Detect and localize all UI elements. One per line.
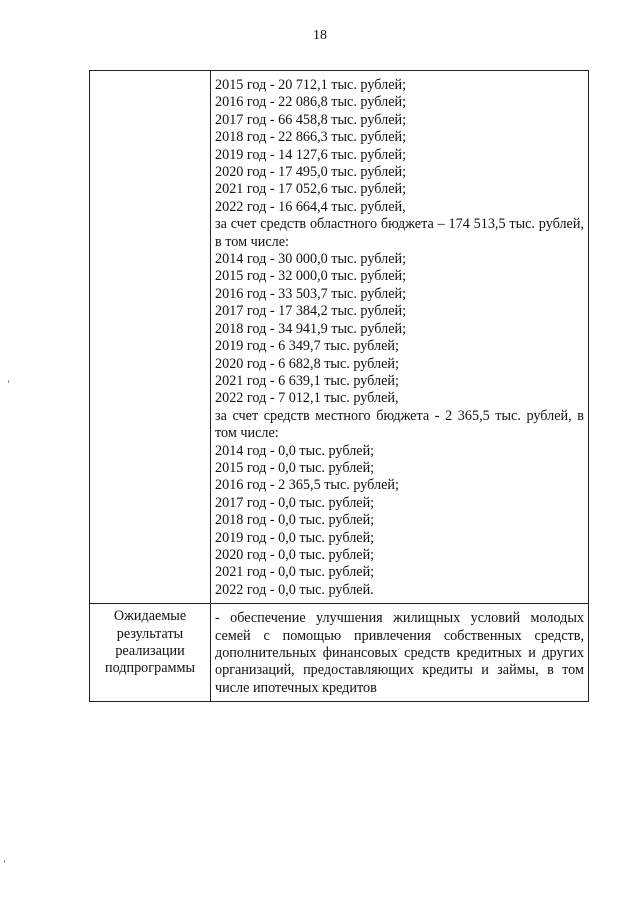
local-year-line: 2020 год - 0,0 тыс. рублей; [215, 546, 375, 563]
local-year-line: 2018 год - 0,0 тыс. рублей; [215, 512, 375, 529]
regional-budget-intro: за счет средств областного бюджета – 174 513,5 тыс. рублей, в том числе: [215, 216, 584, 250]
local-year-line: 2019 год - 0,0 тыс. рублей; [215, 529, 375, 546]
local-year-line: 2016 год - 2 365,5 тыс. рублей; [215, 477, 399, 494]
local-year-line: 2015 год - 0,0 тыс. рублей; [215, 459, 375, 476]
local-year-line: 2022 год - 0,0 тыс. рублей. [215, 581, 374, 598]
federal-year-line: 2018 год - 22 866,3 тыс. рублей; [215, 129, 407, 146]
regional-year-line: 2017 год - 17 384,2 тыс. рублей; [215, 303, 407, 320]
scan-artifact [8, 380, 9, 383]
local-year-line: 2017 год - 0,0 тыс. рублей; [215, 494, 375, 511]
federal-year-line: 2016 год - 22 086,8 тыс. рублей; [215, 94, 407, 111]
finance-row [90, 71, 589, 604]
regional-year-line: 2020 год - 6 682,8 тыс. рублей; [215, 355, 399, 372]
federal-year-line: 2020 год - 17 495,0 тыс. рублей; [215, 164, 407, 181]
federal-years-list [215, 77, 584, 216]
results-text: - обеспечение улучшения жилищных условий молодых семей с помощью привлечения собственных средств, дополнительных финансовых средств кредитных и других организаций, предоставляющих кредиты и займы, в том числе ипотечных кредитов [211, 604, 589, 702]
results-row [90, 604, 589, 702]
regional-year-line: 2019 год - 6 349,7 тыс. рублей; [215, 338, 399, 355]
local-years-list [215, 443, 584, 600]
federal-year-line: 2021 год - 17 052,6 тыс. рублей; [215, 181, 407, 198]
scan-artifact [4, 860, 5, 863]
finance-label-cell [90, 71, 211, 604]
regional-year-line: 2018 год - 34 941,9 тыс. рублей; [215, 320, 407, 337]
regional-year-line: 2015 год - 32 000,0 тыс. рублей; [215, 268, 407, 285]
federal-year-line: 2015 год - 20 712,1 тыс. рублей; [215, 77, 407, 93]
regional-year-line: 2014 год - 30 000,0 тыс. рублей; [215, 251, 407, 268]
passport-table [89, 70, 589, 702]
federal-year-line: 2019 год - 14 127,6 тыс. рублей; [215, 146, 407, 163]
federal-year-line: 2017 год - 66 458,8 тыс. рублей; [215, 111, 407, 128]
regional-year-line: 2022 год - 7 012,1 тыс. рублей, [215, 390, 399, 407]
finance-value-cell [211, 71, 589, 604]
local-budget-intro: за счет средств местного бюджета - 2 365,5 тыс. рублей, в том числе: [215, 407, 584, 442]
federal-year-line: 2022 год - 16 664,4 тыс. рублей, [215, 198, 406, 215]
local-year-line: 2021 год - 0,0 тыс. рублей; [215, 564, 375, 581]
regional-years-list [215, 251, 584, 408]
results-label: Ожидаемые результаты реализации подпрограммы [90, 604, 211, 702]
regional-year-line: 2016 год - 33 503,7 тыс. рублей; [215, 285, 407, 302]
page-number: 18 [313, 28, 327, 43]
regional-year-line: 2021 год - 6 639,1 тыс. рублей; [215, 372, 399, 389]
local-year-line: 2014 год - 0,0 тыс. рублей; [215, 442, 375, 459]
